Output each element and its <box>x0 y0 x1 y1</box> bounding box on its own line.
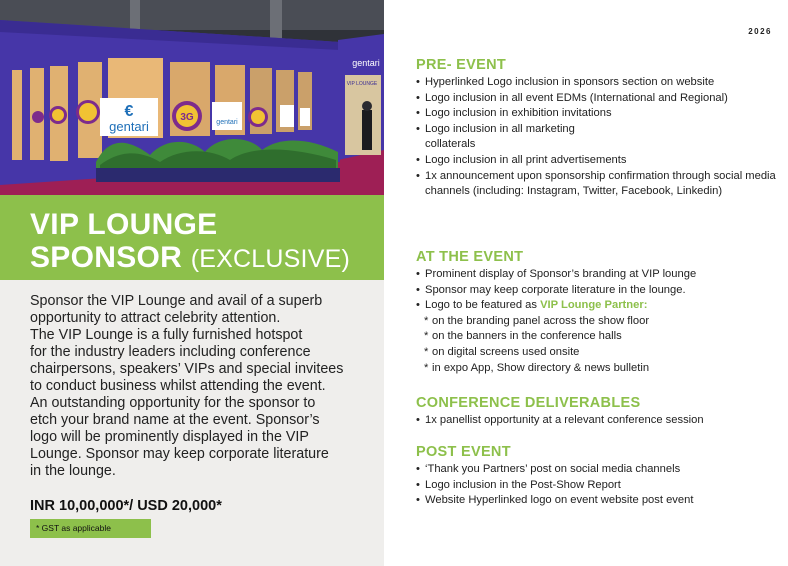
description-line: in the lounge. <box>30 463 116 479</box>
title-sponsor-word: SPONSOR <box>30 241 183 274</box>
badge-logo-text: 3G <box>180 112 194 123</box>
sponsorship-price: INR 10,00,000*/ USD 20,000* <box>30 498 222 514</box>
sub-list-item: * on the banners in the conference halls <box>416 329 776 345</box>
list-item: • 1x announcement upon sponsorship confirmation through social media channels (including: Instagram, Twitter, Facebook, Linkedin) <box>416 169 780 200</box>
description-line: for the industry leaders including conference <box>30 344 311 360</box>
at-event-section <box>416 249 776 376</box>
sub-list-item: * in expo App, Show directory & news bulletin <box>416 361 776 377</box>
list-item: • ‘Thank you Partners’ post on social media channels <box>416 462 776 478</box>
svg-text:gentari: gentari <box>352 58 380 68</box>
description-line: An outstanding opportunity for the sponsor to <box>30 395 316 411</box>
conference-heading: CONFERENCE DELIVERABLES <box>416 395 641 411</box>
pre-event-heading: PRE- EVENT <box>416 57 507 73</box>
list-item: • Hyperlinked Logo inclusion in sponsors section on website <box>416 75 776 91</box>
sponsorship-description <box>30 293 370 480</box>
booth-photo <box>0 0 384 195</box>
description-line: etch your brand name at the event. Sponsor’s <box>30 412 320 428</box>
page-year: 2026 <box>748 27 772 36</box>
sub-list-item: * on digital screens used onsite <box>416 345 776 361</box>
at-event-heading: AT THE EVENT <box>416 249 524 265</box>
list-item: • Logo inclusion in all print advertisements <box>416 153 776 169</box>
description-line: Sponsor the VIP Lounge and avail of a superb <box>30 293 323 309</box>
list-item: • Sponsor may keep corporate literature in the lounge. <box>416 283 776 299</box>
title-banner <box>0 195 384 280</box>
conference-list <box>416 413 776 429</box>
pre-event-list <box>416 75 776 200</box>
svg-text:€: € <box>124 103 134 120</box>
description-line: The VIP Lounge is a fully furnished hotspot <box>30 327 303 343</box>
post-event-section <box>416 444 776 509</box>
list-item: • Logo inclusion in exhibition invitations <box>416 106 776 122</box>
gst-note-badge: * GST as applicable <box>30 519 151 538</box>
description-line: Lounge. Sponsor may keep corporate literature <box>30 446 329 462</box>
list-item <box>416 298 776 314</box>
list-item: • Website Hyperlinked logo on event website post event <box>416 493 776 509</box>
logo-feature-text: Logo to be featured as <box>425 299 541 312</box>
brand-logo-text: gentari <box>109 119 149 134</box>
conference-section <box>416 395 776 429</box>
sponsor-title <box>30 208 350 276</box>
list-item: • 1x panellist opportunity at a relevant conference session <box>416 413 776 429</box>
description-line: chairpersons, speakers’ VIPs and special invitees <box>30 361 344 377</box>
list-item: • Logo inclusion in all marketing collaterals <box>416 122 625 153</box>
list-item: • Logo inclusion in the Post-Show Report <box>416 478 776 494</box>
list-item: • Logo inclusion in all event EDMs (International and Regional) <box>416 91 745 107</box>
description-line: logo will be prominently displayed in the VIP <box>30 429 309 445</box>
title-line-2 <box>30 241 350 276</box>
vip-lounge-partner-highlight: VIP Lounge Partner: <box>540 299 648 312</box>
title-line-1: VIP LOUNGE <box>30 208 218 241</box>
at-event-list <box>416 267 776 376</box>
booth-photo-illustration <box>0 0 384 195</box>
left-panel <box>0 0 384 566</box>
description-line: to conduct business whilst attending the event. <box>30 378 326 394</box>
vip-sign-text: VIP LOUNGE <box>346 81 378 87</box>
sub-list-item: * on the branding panel across the show floor <box>416 314 776 330</box>
svg-text:gentari: gentari <box>216 119 238 126</box>
title-exclusive-tag: (EXCLUSIVE) <box>190 245 350 273</box>
pre-event-section <box>416 57 776 200</box>
description-line: opportunity to attract celebrity attention. <box>30 310 281 326</box>
post-event-heading: POST EVENT <box>416 444 511 460</box>
post-event-list <box>416 462 776 509</box>
list-item: • Prominent display of Sponsor’s branding at VIP lounge <box>416 267 776 283</box>
